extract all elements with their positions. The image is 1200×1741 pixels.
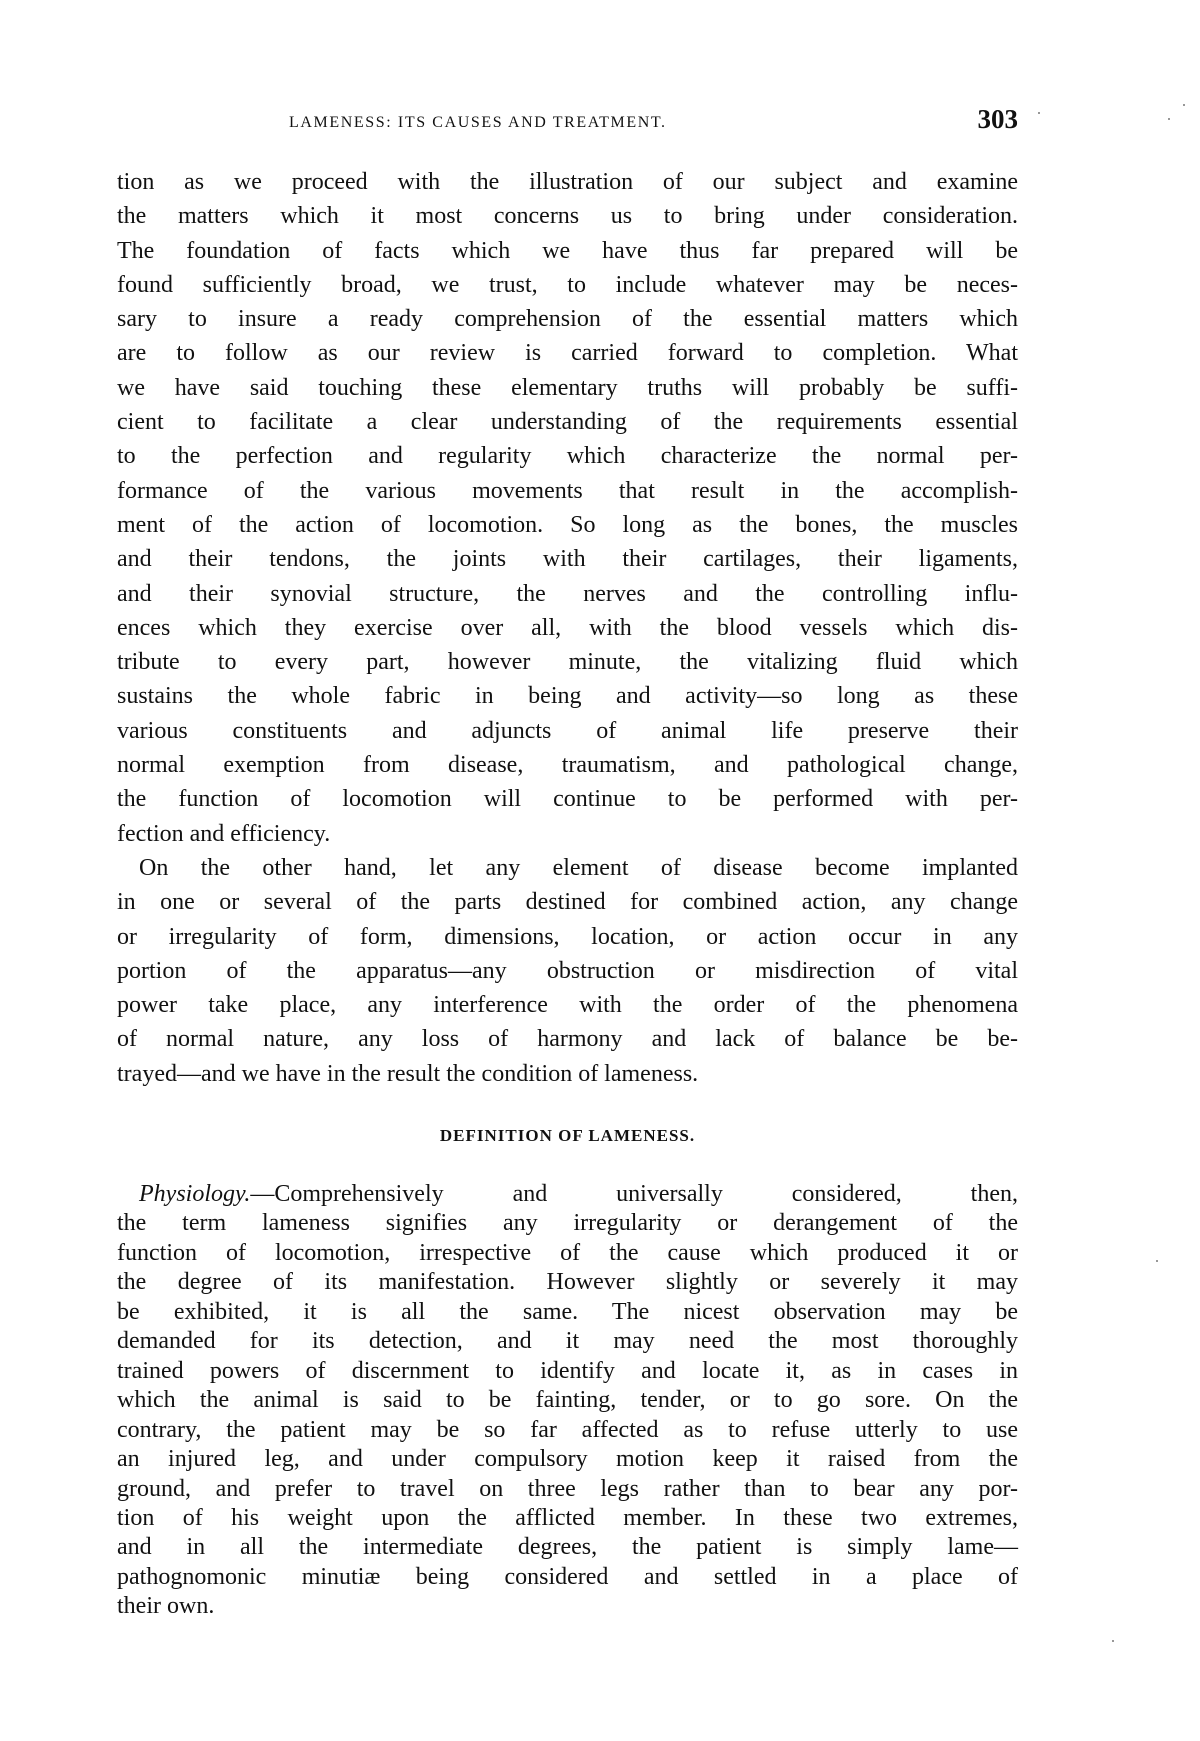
text-line: the function of locomotion will continue to be performed with per- bbox=[117, 786, 1018, 813]
text-line: are to follow as our review is carried forward to completion. What bbox=[117, 340, 1018, 367]
text-line: tribute to every part, however minute, the vitalizing fluid which bbox=[117, 649, 1018, 676]
text-line: and in all the intermediate degrees, the patient is simply lame— bbox=[117, 1534, 1018, 1561]
text-line: portion of the apparatus—any obstruction or misdirection of vital bbox=[117, 957, 1018, 984]
text-line: cient to facilitate a clear understanding of the requirements essential bbox=[117, 409, 1018, 436]
text-line: be exhibited, it is all the same. The nicest observation may be bbox=[117, 1298, 1018, 1325]
text-line: ment of the action of locomotion. So long as the bones, the muscles bbox=[117, 511, 1018, 538]
section-heading: DEFINITION OF LAMENESS. bbox=[439, 1126, 696, 1145]
text-line: contrary, the patient may be so far affected as to refuse utterly to use bbox=[117, 1416, 1018, 1443]
text-line: On the other hand, let any element of disease become implanted bbox=[139, 854, 1018, 881]
text-line: an injured leg, and under compulsory motion keep it raised from the bbox=[117, 1446, 1018, 1473]
scan-speck bbox=[1112, 1640, 1114, 1642]
text-line: their own. bbox=[117, 1593, 215, 1620]
scan-speck bbox=[1183, 104, 1185, 106]
text-line: in one or several of the parts destined for combined action, any change bbox=[117, 889, 1018, 916]
text-line: the term lameness signifies any irregularity or derangement of the bbox=[117, 1210, 1018, 1237]
text-line: and their synovial structure, the nerves and the controlling influ- bbox=[117, 580, 1018, 607]
text-fragment: —Comprehensively and universally considered, then, bbox=[250, 1181, 1018, 1207]
text-line: fection and efficiency. bbox=[117, 820, 331, 847]
text-line: tion of his weight upon the afflicted member. In these two extremes, bbox=[117, 1504, 1018, 1531]
text-line: or irregularity of form, dimensions, location, or action occur in any bbox=[117, 923, 1018, 950]
running-head bbox=[117, 104, 1018, 144]
text-line: the degree of its manifestation. However slightly or severely it may bbox=[117, 1269, 1018, 1296]
text-line: of normal nature, any loss of harmony and lack of balance be be- bbox=[117, 1026, 1018, 1053]
text-line: trained powers of discernment to identify and locate it, as in cases in bbox=[117, 1357, 1018, 1384]
lead-italic: Physiology. bbox=[139, 1181, 251, 1207]
text-line: pathognomonic minutiæ being considered and settled in a place of bbox=[117, 1563, 1018, 1590]
text-line: to the perfection and regularity which characterize the normal per- bbox=[117, 443, 1018, 470]
text-line: and their tendons, the joints with their cartilages, their ligaments, bbox=[117, 546, 1018, 573]
running-title: LAMENESS: ITS CAUSES AND TREATMENT. bbox=[289, 114, 667, 131]
text-line: sustains the whole fabric in being and activity—so long as these bbox=[117, 683, 1018, 710]
text-line: demanded for its detection, and it may need the most thoroughly bbox=[117, 1328, 1018, 1355]
paragraph-disease-element bbox=[117, 851, 1018, 1091]
body-text-definition bbox=[117, 1180, 1018, 1622]
text-line: we have said touching these elementary truths will probably be suffi- bbox=[117, 374, 1018, 401]
text-line: function of locomotion, irrespective of the cause which produced it or bbox=[117, 1239, 1018, 1266]
scan-speck bbox=[1038, 112, 1040, 114]
scan-speck bbox=[1168, 118, 1170, 120]
text-line: sary to insure a ready comprehension of the essential matters which bbox=[117, 306, 1018, 333]
body-text-top bbox=[117, 165, 1018, 1091]
text-line: ences which they exercise over all, with the blood vessels which dis- bbox=[117, 614, 1018, 641]
text-line: the matters which it most concerns us to bring under consideration. bbox=[117, 203, 1018, 230]
text-line: which the animal is said to be fainting, tender, or to go sore. On the bbox=[117, 1387, 1018, 1414]
text-line: formance of the various movements that result in the accomplish- bbox=[117, 477, 1018, 504]
text-line: trayed—and we have in the result the condition of lameness. bbox=[117, 1060, 699, 1087]
text-line: various constituents and adjuncts of animal life preserve their bbox=[117, 717, 1018, 744]
page-number: 303 bbox=[977, 104, 1018, 134]
paragraph-locomotion-requirements bbox=[117, 165, 1018, 851]
text-line: found sufficiently broad, we trust, to include whatever may be neces- bbox=[117, 271, 1018, 298]
text-line: power take place, any interference with the order of the phenomena bbox=[117, 992, 1018, 1019]
scan-speck bbox=[1156, 1260, 1158, 1262]
text-line: The foundation of facts which we have thus far prepared will be bbox=[117, 237, 1018, 264]
text-line bbox=[117, 1180, 1018, 1209]
text-line: tion as we proceed with the illustration of our subject and examine bbox=[117, 169, 1018, 195]
text-line: normal exemption from disease, traumatism, and pathological change, bbox=[117, 752, 1018, 779]
paragraph-physiology bbox=[117, 1180, 1018, 1622]
text-line: ground, and prefer to travel on three legs rather than to bear any por- bbox=[117, 1475, 1018, 1502]
